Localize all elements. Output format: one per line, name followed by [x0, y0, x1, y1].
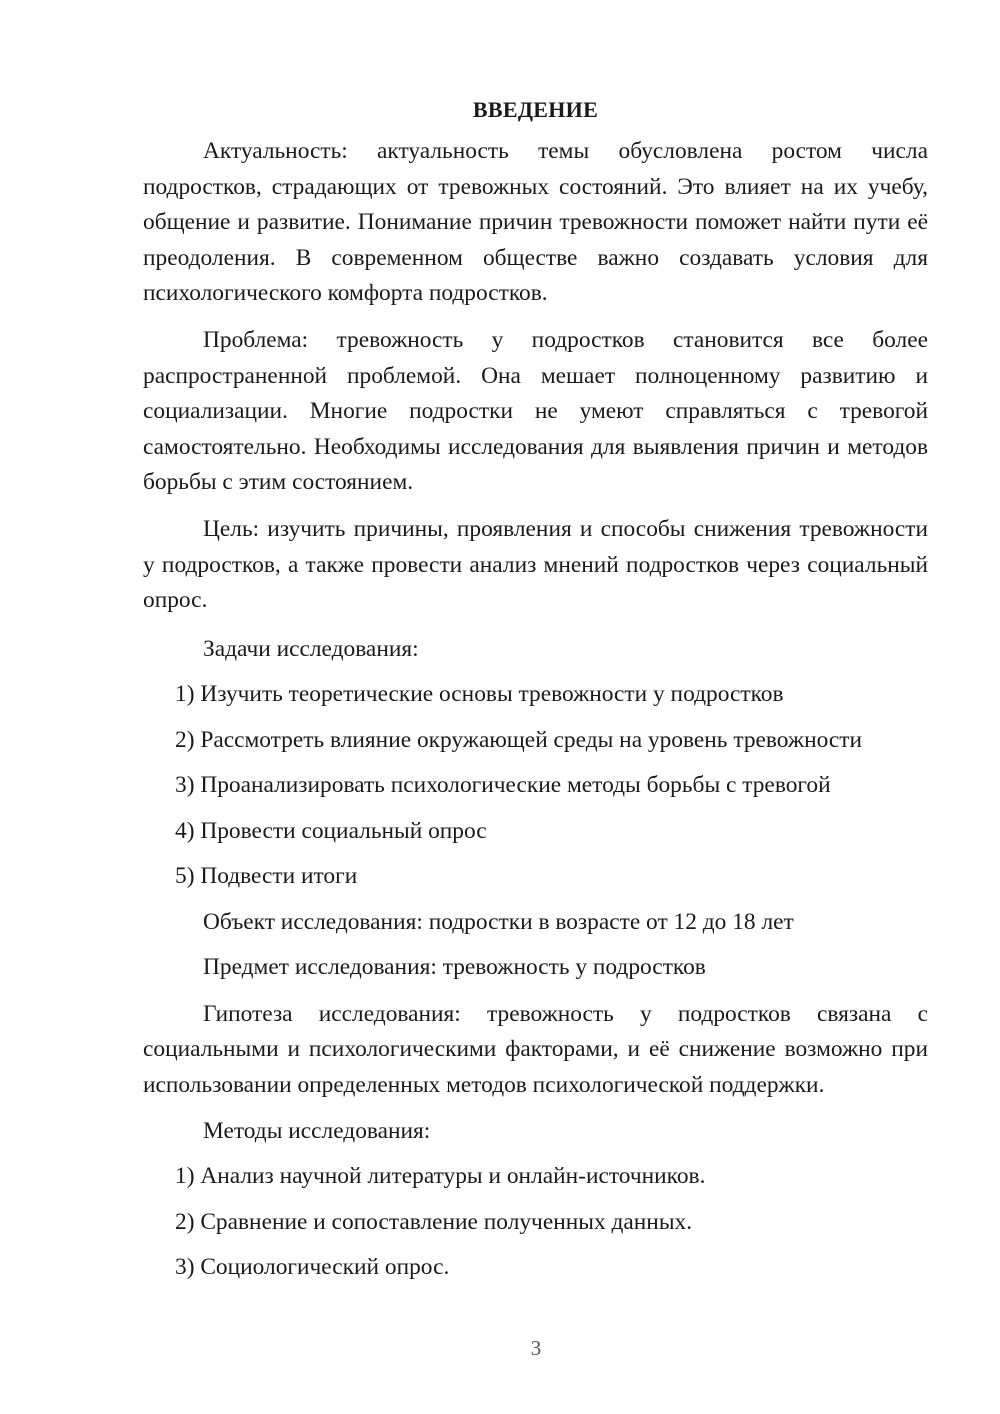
- subject-line: Предмет исследования: тревожность у подростков: [203, 954, 706, 981]
- list-item: 5) Подвести итоги: [175, 863, 358, 890]
- problem-paragraph: Проблема: тревожность у подростков становится все более распространенной проблемой. Она мешает полноценному развитию и социализации. Многие подростки не умеют справляться с тревогой самостоятельно. Необходимы исследования для выявления причин и методов борьбы с этим состоянием.: [143, 326, 928, 496]
- methods-heading: Методы исследования:: [203, 1117, 431, 1144]
- list-item: 3) Проанализировать психологические методы борьбы с тревогой: [175, 772, 831, 799]
- document-page: [143, 94, 928, 1297]
- relevance-paragraph: Актуальность: актуальность темы обусловлена ростом числа подростков, страдающих от тревожных состояний. Это влияет на их учебу, общение и развитие. Понимание причин тревожности поможет найти пути её преодоления. В современном обществе важно создавать условия для психологического комфорта подростков.: [143, 138, 928, 307]
- list-item: 1) Анализ научной литературы и онлайн-источников.: [175, 1163, 706, 1189]
- section-title: ВВЕДЕНИЕ: [472, 97, 599, 122]
- hypothesis-paragraph: Гипотеза исследования: тревожность у подростков связана с социальными и психологическими факторами, и её снижение возможно при использовании определенных методов психологической поддержки.: [143, 1000, 928, 1098]
- list-item: 2) Рассмотреть влияние окружающей среды на уровень тревожности: [175, 726, 862, 753]
- tasks-heading: Задачи исследования:: [203, 635, 419, 662]
- list-item: 1) Изучить теоретические основы тревожности у подростков: [175, 681, 784, 708]
- object-line: Объект исследования: подростки в возрасте от 12 до 18 лет: [203, 908, 794, 935]
- list-item: 4) Провести социальный опрос: [175, 817, 487, 844]
- list-item: 2) Сравнение и сопоставление полученных данных.: [175, 1208, 693, 1235]
- page-number: 3: [530, 1336, 542, 1360]
- goal-paragraph: Цель: изучить причины, проявления и способы снижения тревожности у подростков, а также провести анализ мнений подростков через социальный опрос.: [143, 515, 928, 614]
- list-item: 3) Социологический опрос.: [175, 1254, 450, 1280]
